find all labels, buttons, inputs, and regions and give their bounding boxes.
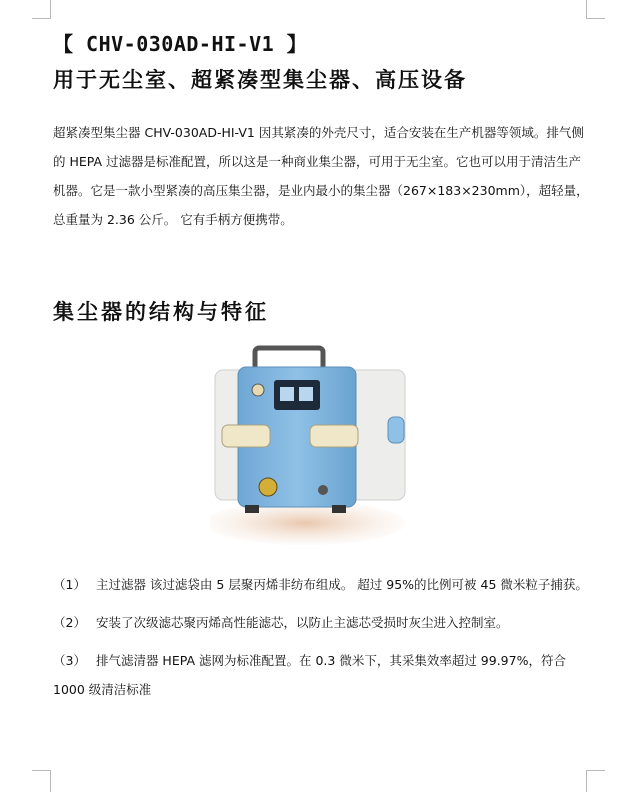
crop-mark-top-left — [32, 0, 51, 19]
feature-item-1 — [53, 570, 593, 599]
intro-section — [53, 118, 593, 234]
side-nozzle — [388, 417, 404, 443]
dust-collector-product-photo — [210, 345, 420, 560]
feature-number: （2） — [53, 615, 86, 630]
feature-number: （3） — [53, 653, 86, 668]
feature-text: 主过滤器 该过滤袋由 5 层聚丙烯非纺布组成。 超过 95%的比例可被 45 微米粒子捕获。 — [95, 577, 588, 592]
feature-item-2 — [53, 608, 593, 637]
crop-mark-bottom-right — [586, 770, 605, 792]
intro-paragraph: 超紧凑型集尘器 CHV-030AD-HI-V1 因其紧凑的外壳尺寸，适合安装在生产机器等领域。排气侧的 HEPA 过滤器是标准配置，所以这是一种商业集尘器，可用于无尘室。它也可以用于清洁生产机器。它是一款小型紧凑的高压集尘器，是业内最小的集尘器（267×183×230mm），超轻量，总重量为 2.36 公斤。 它有手柄方便携带。 — [53, 125, 589, 227]
features-list — [53, 570, 593, 713]
gauge-icon — [252, 384, 264, 396]
feature-text: 排气滤清器 HEPA 滤网为标准配置。在 0.3 微米下，其采集效率超过 99.97%，符合 1000 级清洁标准 — [53, 653, 566, 697]
left-clamp — [222, 425, 270, 447]
section-heading: 集尘器的结构与特征 — [53, 300, 269, 324]
main-heading: 用于无尘室、超紧凑型集尘器、高压设备 — [53, 68, 467, 92]
dust-collector-illustration — [210, 345, 420, 560]
switch-knob — [318, 485, 328, 495]
feature-number: （1） — [53, 577, 86, 592]
feature-item-3 — [53, 646, 593, 704]
crop-mark-top-right — [586, 0, 605, 19]
feature-text: 安装了次级滤芯聚丙烯高性能滤芯，以防止主滤芯受损时灰尘进入控制室。 — [95, 615, 509, 630]
crop-mark-bottom-left — [32, 770, 51, 792]
inlet-connector — [259, 478, 277, 496]
right-clamp — [310, 425, 358, 447]
model-title: 【 CHV-030AD-HI-V1 】 — [53, 32, 308, 56]
hand-shape — [210, 501, 405, 545]
